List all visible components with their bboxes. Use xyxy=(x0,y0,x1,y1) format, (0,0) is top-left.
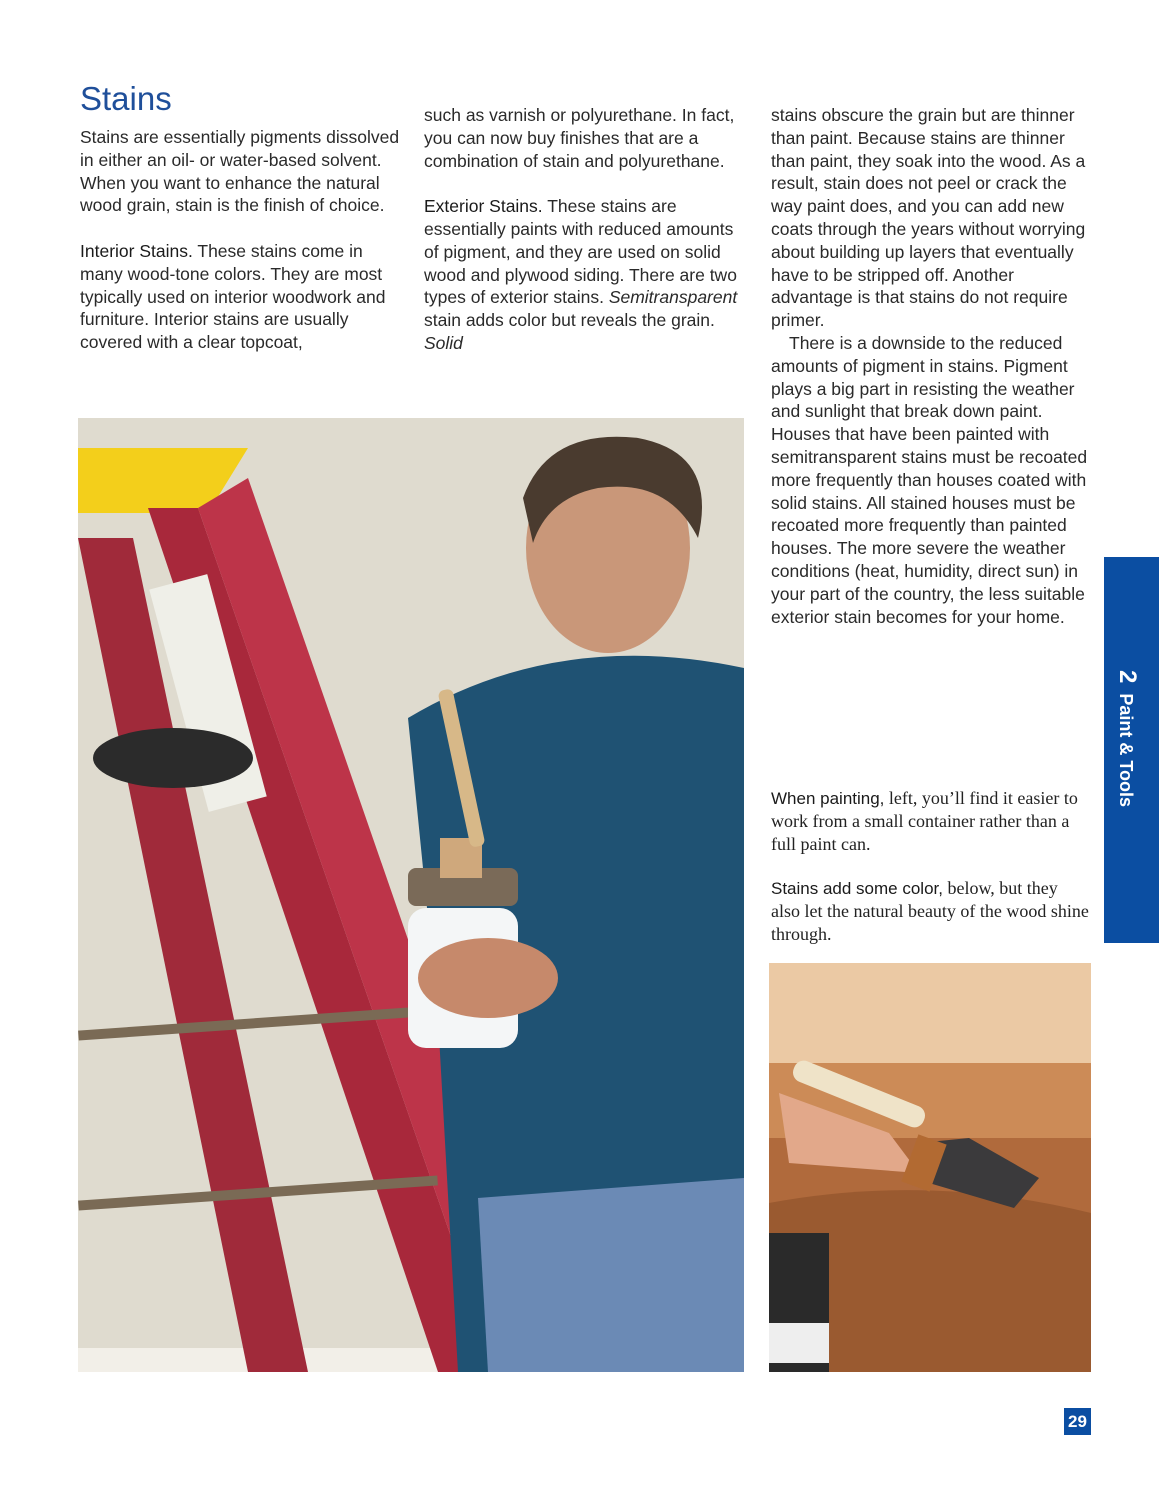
chapter-tab-label xyxy=(1113,670,1141,807)
solid-term: Solid xyxy=(424,332,463,353)
caption-painting xyxy=(771,787,1091,856)
caption-stains xyxy=(771,877,1091,946)
chapter-number: 2 xyxy=(1114,670,1141,684)
text-column-3 xyxy=(771,104,1093,651)
section-heading: Stains xyxy=(80,80,172,117)
semitransparent-term: Semitransparent xyxy=(608,287,738,308)
interior-stains-text: These stains come in many wood-tone colors. They are most typically used on interior woodwork and furniture. Interior stains are usually covered with a clear topcoat, xyxy=(80,240,386,353)
exterior-stains-text-a: These stains are essentially paints with reduced amounts of pigment, and they are used on solid wood and plywood siding. There are two types of exterior stains. xyxy=(424,196,737,308)
text-column-2 xyxy=(424,104,746,378)
photo-man-ladder-brush xyxy=(78,418,744,1372)
topcoat-paragraph: such as varnish or polyurethane. In fact, you can now buy finishes that are a combination of stain and polyurethane. xyxy=(424,105,735,171)
exterior-stains-paragraph xyxy=(424,195,746,355)
page-number: 29 xyxy=(1064,1408,1091,1435)
chapter-title: Paint & Tools xyxy=(1116,693,1136,808)
solid-stains-paragraph: stains obscure the grain but are thinner than paint. Because stains are thinner than paint, they soak into the wood. As a result, stain does not peel or crack the way paint does, and you can add new coats through the years without worrying about building up layers that eventually have to be stripped off. Another advantage is that stains do not require primer. xyxy=(771,105,1086,331)
caption-painting-lead: When painting, xyxy=(771,789,885,808)
interior-stains-lead: Interior Stains. xyxy=(80,240,193,261)
caption-stains-lead: Stains add some color, xyxy=(771,879,943,898)
text-column-1 xyxy=(80,126,402,377)
exterior-stains-text-b: stain adds color but reveals the grain. xyxy=(424,310,715,331)
caption-painting-text: left, you’ll find it easier to work from a small container rather than a full paint can. xyxy=(771,788,1078,854)
caption-stains-text: below, but they also let the natural beauty of the wood shine through. xyxy=(771,878,1089,944)
photo-staining-trim xyxy=(769,963,1091,1372)
exterior-stains-lead: Exterior Stains. xyxy=(424,196,543,217)
interior-stains-paragraph xyxy=(80,240,402,354)
intro-paragraph: Stains are essentially pigments dissolved in either an oil- or water-based solvent. When you want to enhance the natural wood grain, stain is the finish of choice. xyxy=(80,127,400,216)
downside-paragraph: There is a downside to the reduced amounts of pigment in stains. Pigment plays a big part in resisting the weather and sunlight that break down paint. Houses that have been painted with semitransparent stains must be recoated more frequently than houses coated with solid stains. All stained houses must be recoated more frequently than painted houses. The more severe the weather conditions (heat, humidity, direct sun) in your part of the country, the less suitable exterior stain becomes for your home. xyxy=(771,332,1088,627)
